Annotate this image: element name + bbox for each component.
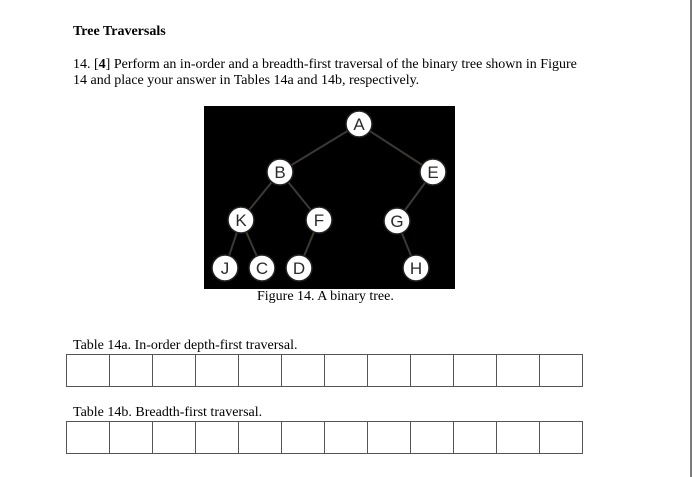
table-14b-cell-2[interactable] <box>110 422 153 454</box>
table-14a-cell-2[interactable] <box>110 355 153 387</box>
table-14a-cell-10[interactable] <box>454 355 497 387</box>
table-14b-cell-9[interactable] <box>411 422 454 454</box>
table-14a-cell-4[interactable] <box>196 355 239 387</box>
tree-node-label: E <box>427 163 439 182</box>
table-14b-cell-12[interactable] <box>540 422 583 454</box>
table-14a-cell-7[interactable] <box>325 355 368 387</box>
table-14b-cell-4[interactable] <box>196 422 239 454</box>
tree-node-c <box>249 255 275 281</box>
tree-node-g <box>384 208 410 234</box>
table-14a-cell-6[interactable] <box>282 355 325 387</box>
binary-tree-diagram <box>204 106 455 289</box>
tree-node-label: G <box>390 212 404 231</box>
table-14a-inorder <box>66 354 583 387</box>
question-points: 4 <box>98 57 106 72</box>
tree-node-label: H <box>409 259 423 278</box>
tree-node-h <box>403 255 429 281</box>
tree-node-label: C <box>255 259 269 278</box>
table-14b-cell-1[interactable] <box>67 422 110 454</box>
tree-node-label: J <box>220 259 230 278</box>
table-14b-cell-8[interactable] <box>368 422 411 454</box>
table-14b-row <box>67 422 583 454</box>
table-14a-cell-9[interactable] <box>411 355 454 387</box>
tree-node-d <box>286 255 312 281</box>
table-14a-cell-8[interactable] <box>368 355 411 387</box>
tree-node-b <box>267 159 293 185</box>
question-line-2: 14 and place your answer in Tables 14a and 14b, respectively. <box>73 73 420 88</box>
table-14b-cell-11[interactable] <box>497 422 540 454</box>
tree-node-label: F <box>313 211 325 230</box>
binary-tree-figure <box>204 106 455 289</box>
tree-node-a <box>346 111 372 137</box>
table-14b-cell-3[interactable] <box>153 422 196 454</box>
table-14b-cell-10[interactable] <box>454 422 497 454</box>
table-14a-cell-12[interactable] <box>540 355 583 387</box>
tree-node-label: B <box>274 163 286 182</box>
table-14a-row <box>67 355 583 387</box>
table-14a-cell-1[interactable] <box>67 355 110 387</box>
tree-edge-a-b <box>280 124 359 172</box>
tree-node-k <box>228 207 254 233</box>
table-14a-cell-3[interactable] <box>153 355 196 387</box>
section-title: Tree Traversals <box>73 24 166 39</box>
tree-node-label: D <box>292 259 306 278</box>
question-text <box>73 57 603 89</box>
table-14b-label: Table 14b. Breadth-first traversal. <box>73 405 263 420</box>
table-14b-cell-5[interactable] <box>239 422 282 454</box>
figure-caption: Figure 14. A binary tree. <box>257 289 394 304</box>
tree-node-f <box>306 207 332 233</box>
question-line-1-text: Perform an in-order and a breadth-first traversal of the binary tree shown in Figure <box>110 57 577 72</box>
question-number: 14. <box>73 57 91 72</box>
tree-node-j <box>212 255 238 281</box>
table-14b-cell-6[interactable] <box>282 422 325 454</box>
table-14a-label: Table 14a. In-order depth-first traversal. <box>73 338 298 353</box>
table-14a-cell-5[interactable] <box>239 355 282 387</box>
tree-node-e <box>420 159 446 185</box>
question-line-1: 14. [4] Perform an in-order and a breadth-first traversal of the binary tree shown in Figure <box>73 57 577 72</box>
tree-node-label: K <box>235 211 247 230</box>
table-14b-cell-7[interactable] <box>325 422 368 454</box>
tree-node-label: A <box>353 115 365 134</box>
table-14b-breadth-first <box>66 421 583 454</box>
table-14a-cell-11[interactable] <box>497 355 540 387</box>
